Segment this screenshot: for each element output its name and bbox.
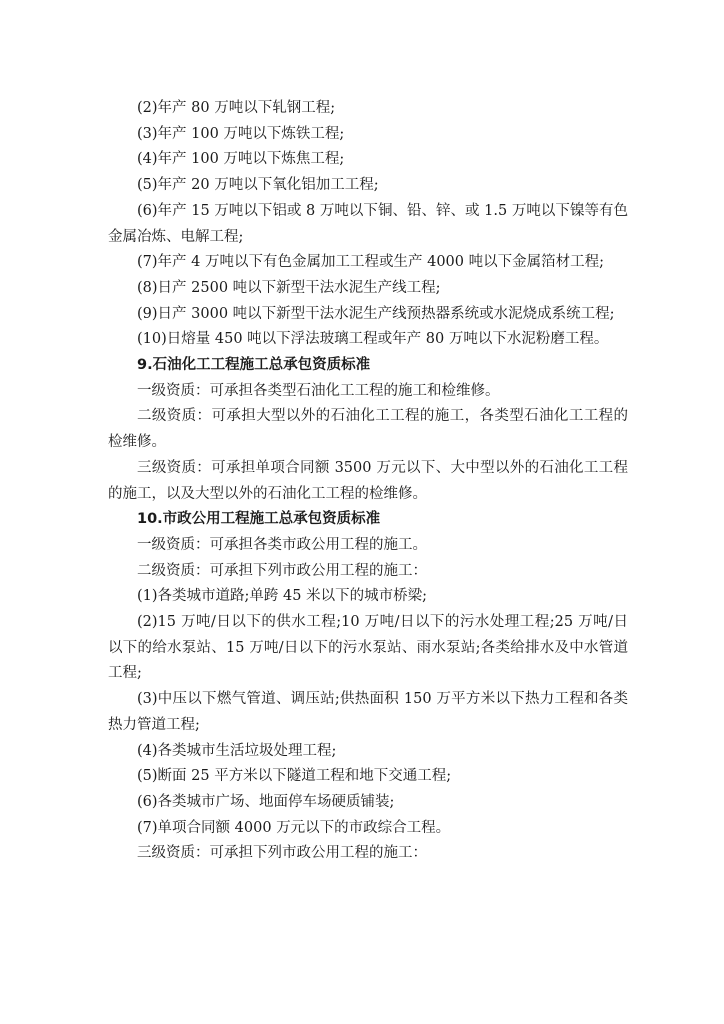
- qualification-paragraph: 一级资质：可承担各类型石油化工工程的施工和检维修。: [137, 382, 500, 399]
- list-item: (5)断面 25 平方米以下隧道工程和地下交通工程;: [137, 768, 452, 785]
- qualification-paragraph: 三级资质：可承担单项合同额 3500 万元以下、大中型以外的石油化工工程的施工，以及大型以外的石油化工工程的检维修。: [108, 459, 628, 502]
- list-item: (8)日产 2500 吨以下新型干法水泥生产线工程;: [137, 279, 441, 296]
- list-item: (2)15 万吨/日以下的供水工程;10 万吨/日以下的污水处理工程;25 万吨/日以下的给水泵站、15 万吨/日以下的污水泵站、雨水泵站;各类给排水及中水管道工程;: [108, 614, 628, 682]
- list-item: (7)单项合同额 4000 万元以下的市政综合工程。: [137, 819, 451, 836]
- section-heading: 10.市政公用工程施工总承包资质标准: [137, 511, 381, 528]
- list-item: (2)年产 80 万吨以下轧钢工程;: [137, 100, 336, 116]
- list-item: (3)中压以下燃气管道、调压站;供热面积 150 万平方米以下热力工程和各类热力管道工程;: [108, 691, 628, 733]
- qualification-paragraph: 二级资质：可承担大型以外的石油化工工程的施工，各类型石油化工工程的检维修。: [108, 408, 628, 451]
- list-item: (9)日产 3000 吨以下新型干法水泥生产线预热器系统或水泥烧成系统工程;: [137, 305, 615, 322]
- list-item: (5)年产 20 万吨以下氧化铝加工工程;: [137, 177, 379, 194]
- list-item: (7)年产 4 万吨以下有色金属加工工程或生产 4000 吨以下金属箔材工程;: [137, 254, 604, 271]
- qualification-paragraph: 三级资质：可承担下列市政公用工程的施工：: [137, 845, 427, 862]
- list-item: (6)年产 15 万吨以下铝或 8 万吨以下铜、铅、锌、或 1.5 万吨以下镍等有色金属冶炼、电解工程;: [108, 202, 628, 245]
- list-item: (4)年产 100 万吨以下炼焦工程;: [137, 151, 345, 168]
- list-item: (1)各类城市道路;单跨 45 米以下的城市桥梁;: [137, 588, 427, 605]
- list-item: (3)年产 100 万吨以下炼铁工程;: [137, 125, 345, 142]
- document-body: [108, 96, 628, 867]
- list-item: (4)各类城市生活垃圾处理工程;: [137, 742, 337, 759]
- list-item: (10)日熔量 450 吨以下浮法玻璃工程或年产 80 万吨以下水泥粉磨工程。: [137, 331, 609, 348]
- list-item: (6)各类城市广场、地面停车场硬质铺装;: [137, 793, 395, 810]
- qualification-paragraph: 一级资质：可承担各类市政公用工程的施工。: [137, 536, 427, 553]
- section-heading: 9.石油化工工程施工总承包资质标准: [137, 357, 371, 374]
- qualification-paragraph: 二级资质：可承担下列市政公用工程的施工：: [137, 562, 427, 579]
